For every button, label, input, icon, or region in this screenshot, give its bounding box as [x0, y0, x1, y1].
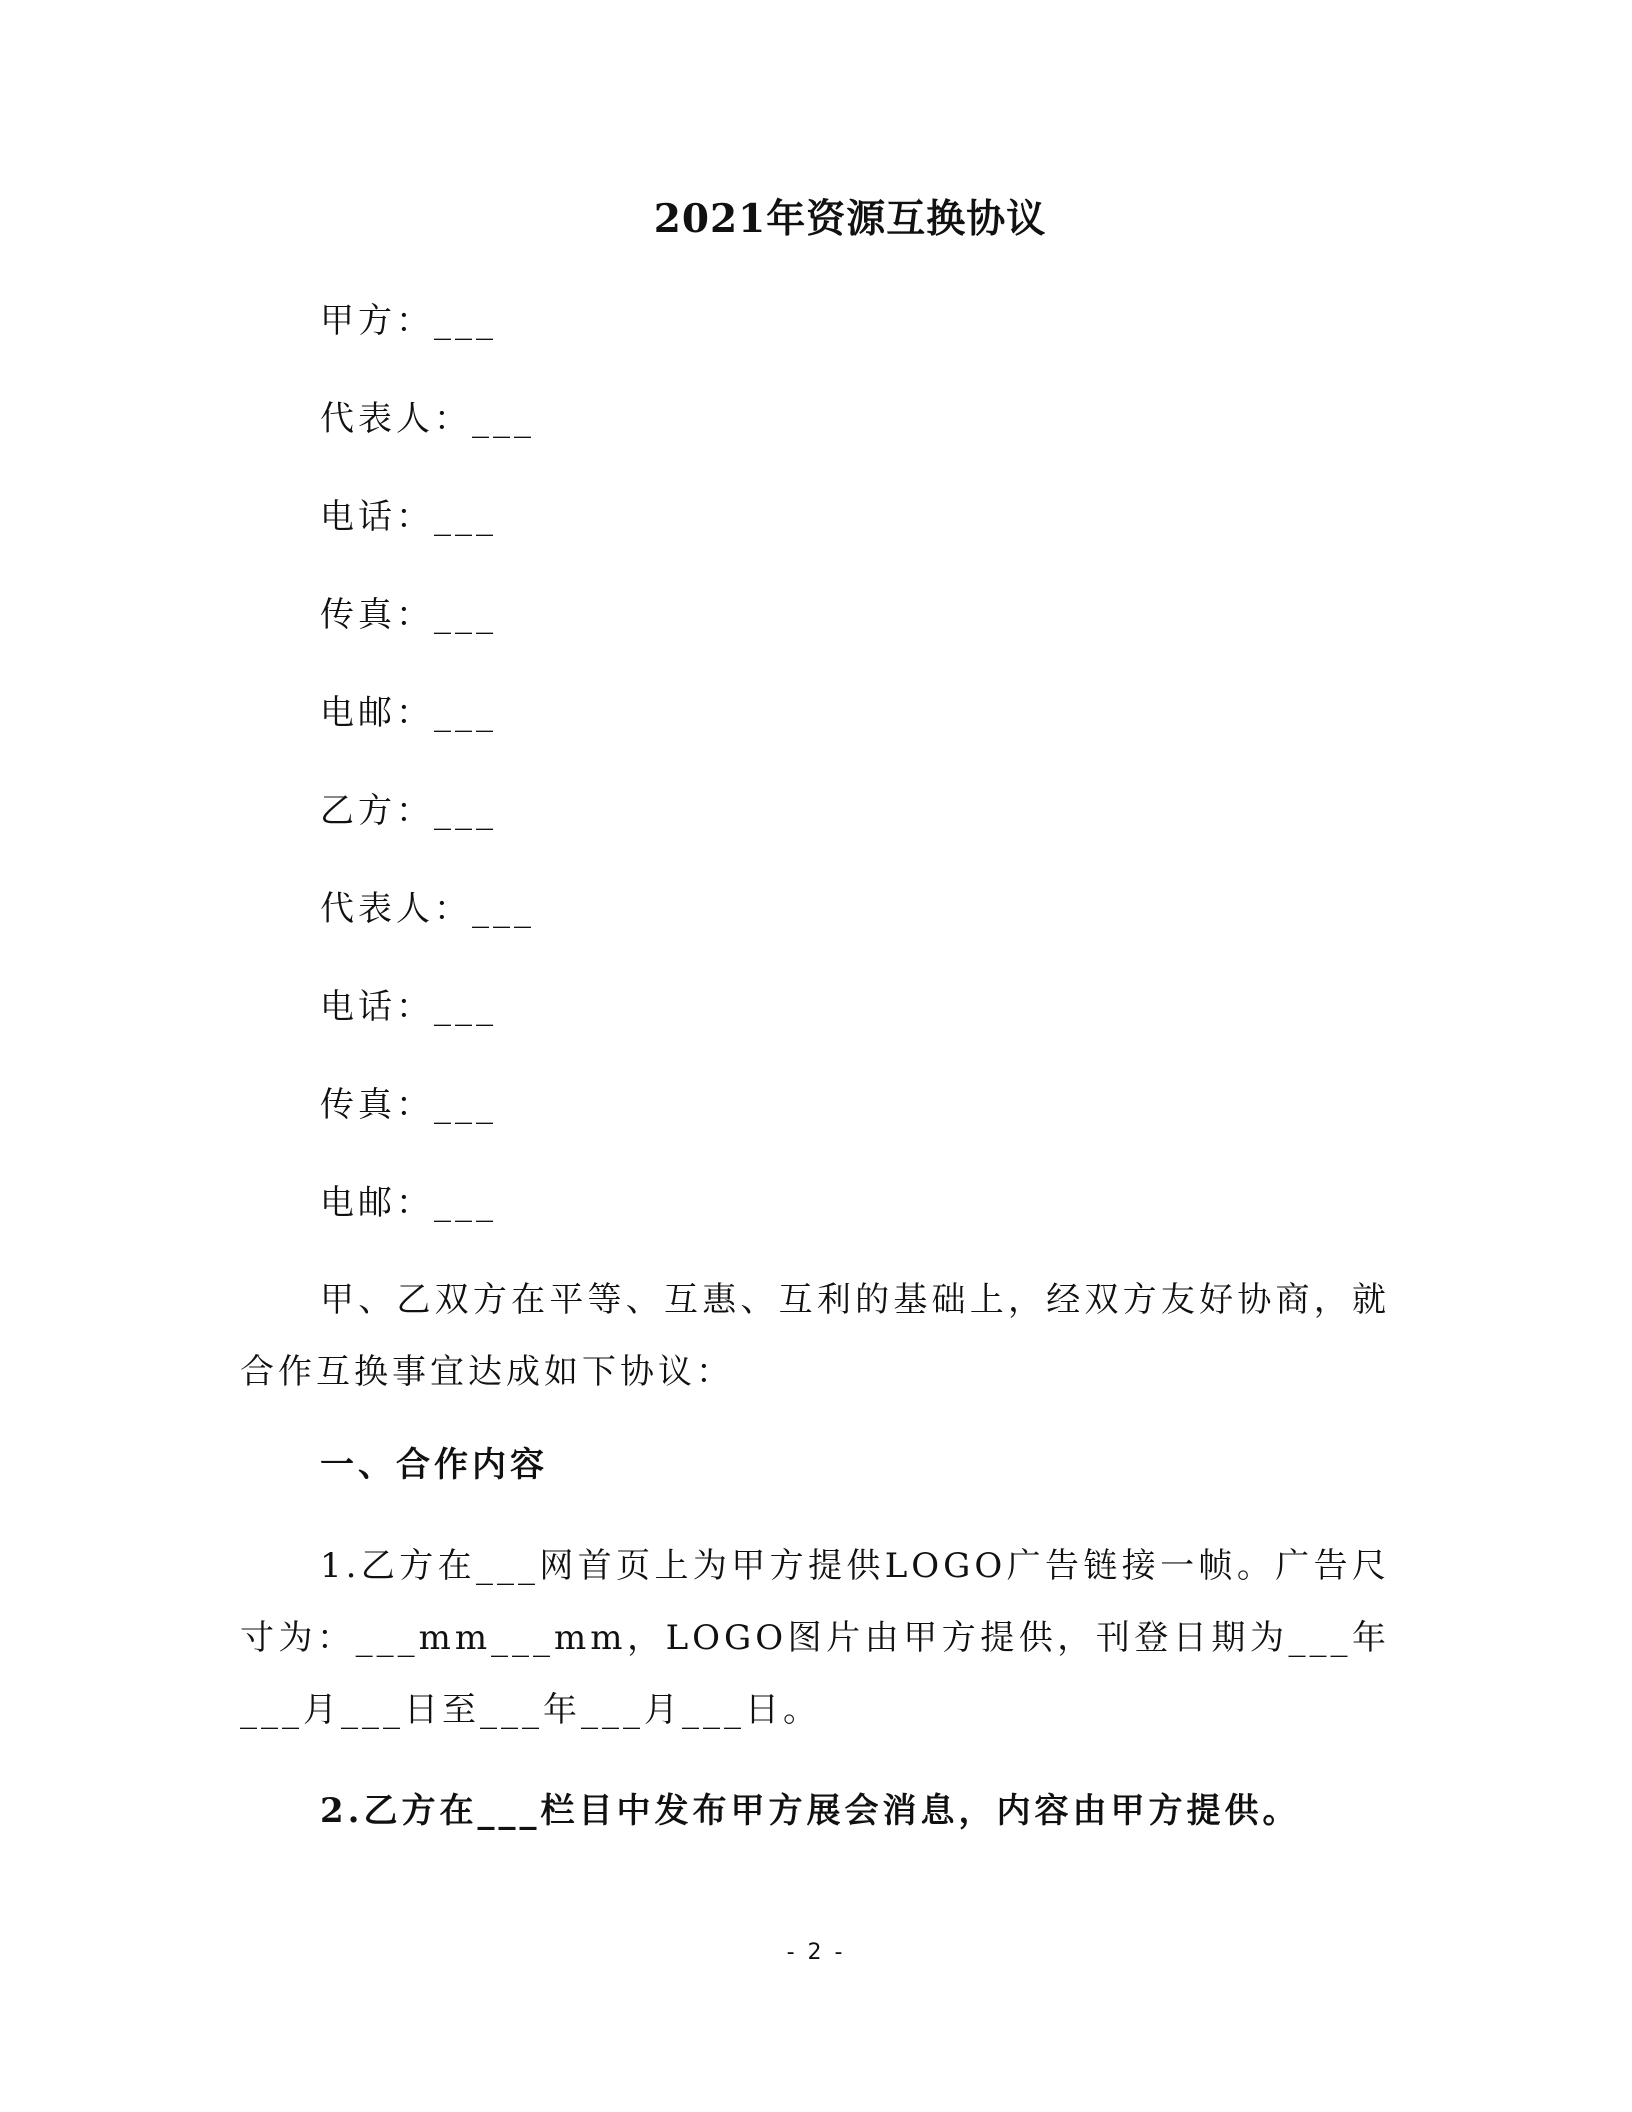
- document-title: 2021年资源互换协议: [653, 196, 1047, 242]
- party-a-representative: 代表人：___: [320, 399, 535, 439]
- clause-1: 1.乙方在___网首页上为甲方提供LOGO广告链接一帧。广告尺寸为：___mm___mm，LOGO图片由甲方提供，刊登日期为___年___月___日至___年___月___日。: [240, 1546, 1390, 1730]
- intro-paragraph: 甲、乙双方在平等、互惠、互利的基础上，经双方友好协商，就合作互换事宜达成如下协议：: [240, 1280, 1390, 1392]
- party-b-phone: 电话：___: [320, 987, 497, 1027]
- party-b-fax: 传真：___: [320, 1085, 497, 1125]
- party-a-name: 甲方：___: [320, 301, 497, 341]
- section-heading: 一、合作内容: [320, 1445, 548, 1485]
- party-a-phone: 电话：___: [320, 497, 497, 537]
- party-a-fax: 传真：___: [320, 595, 497, 635]
- party-b-name: 乙方：___: [320, 791, 497, 831]
- clause-2: 2.乙方在___栏目中发布甲方展会消息，内容由甲方提供。: [320, 1791, 1301, 1831]
- party-b-representative: 代表人：___: [320, 889, 535, 929]
- page-number: - 2 -: [786, 1940, 846, 1965]
- party-a-email: 电邮：___: [320, 693, 497, 733]
- party-b-email: 电邮：___: [320, 1183, 497, 1223]
